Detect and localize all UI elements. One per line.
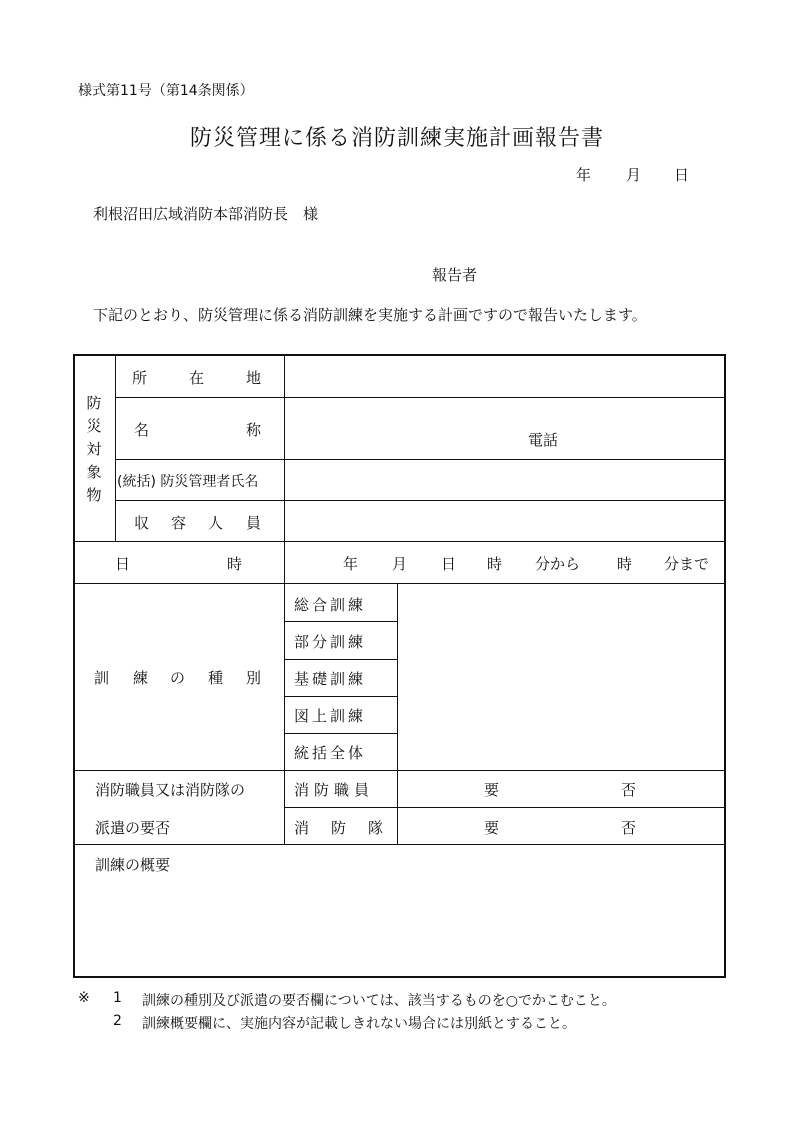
training-type-notes-field[interactable] (398, 584, 725, 770)
manager-field[interactable] (285, 460, 725, 500)
dispatch-staff-no[interactable]: 否 (621, 781, 637, 799)
row-divider (284, 659, 397, 660)
training-type-option[interactable]: 部分訓練 (294, 633, 367, 651)
datetime-hour-end: 時 (617, 555, 633, 573)
datetime-year: 年 (343, 555, 359, 573)
row-divider (284, 807, 725, 808)
dispatch-team-yes[interactable]: 要 (484, 819, 500, 837)
name-field[interactable] (285, 398, 725, 459)
datetime-hour: 時 (487, 555, 503, 573)
row-divider (74, 770, 725, 771)
recipient: 利根沼田広域消防本部消防長 様 (93, 205, 319, 223)
side-label-char: 防 (86, 394, 102, 412)
name-label-char: 名 (134, 421, 150, 439)
manager-label: (統括) 防災管理者氏名 (117, 474, 259, 490)
address-label-char: 在 (189, 369, 205, 387)
row-divider (284, 733, 397, 734)
dispatch-staff-label: 消防職員 (294, 781, 375, 799)
date-month-label: 月 (626, 166, 642, 184)
date-year-label: 年 (576, 166, 592, 184)
summary-label: 訓練の概要 (95, 856, 171, 874)
training-type-option[interactable]: 統括全体 (294, 744, 367, 762)
notes-mark: ※ (78, 990, 90, 1006)
address-label-char: 所 (132, 369, 148, 387)
side-label-char: 物 (86, 486, 102, 504)
datetime-day: 日 (441, 555, 457, 573)
dispatch-label-line2: 派遣の要否 (95, 819, 171, 837)
dispatch-team-label-char: 隊 (368, 819, 384, 837)
note-number: 2 (113, 1013, 122, 1029)
datetime-label-char: 時 (227, 555, 243, 573)
training-type-label-char: 別 (246, 669, 262, 687)
dispatch-staff-yes[interactable]: 要 (484, 781, 500, 799)
training-type-label-char: 種 (208, 669, 224, 687)
training-type-option[interactable]: 総合訓練 (294, 596, 367, 614)
datetime-minute-until: 分まで (664, 555, 710, 573)
dispatch-team-label-char: 防 (331, 819, 347, 837)
note-number: 1 (113, 990, 122, 1006)
form-number: 様式第11号（第14条関係） (78, 83, 254, 99)
capacity-field[interactable] (285, 501, 725, 541)
training-type-option[interactable]: 基礎訓練 (294, 670, 367, 688)
column-divider (115, 355, 116, 541)
row-divider (74, 541, 725, 542)
datetime-label-char: 日 (115, 555, 131, 573)
address-label-char: 地 (246, 369, 262, 387)
document-title: 防災管理に係る消防訓練実施計画報告書 (189, 126, 604, 151)
capacity-label-char: 人 (208, 514, 224, 532)
capacity-label-char: 容 (171, 514, 187, 532)
datetime-month: 月 (392, 555, 408, 573)
datetime-minute-from: 分から (535, 555, 581, 573)
address-field[interactable] (285, 356, 725, 397)
phone-label: 電話 (528, 431, 559, 449)
training-type-label-char: の (170, 669, 186, 687)
intro-text: 下記のとおり、防災管理に係る消防訓練を実施する計画ですので報告いたします。 (93, 306, 647, 324)
note-text: 訓練概要欄に、実施内容が記載しきれない場合には別紙とすること。 (142, 1016, 576, 1032)
side-label-char: 災 (86, 417, 102, 435)
side-label-char: 象 (86, 463, 102, 481)
capacity-label-char: 員 (246, 514, 262, 532)
reporter-label: 報告者 (432, 266, 478, 284)
note-text: 訓練の種別及び派遣の要否欄については、該当するものを○でかこむこと。 (142, 993, 616, 1009)
training-type-label-char: 訓 (94, 669, 110, 687)
row-divider (284, 621, 397, 622)
row-divider (284, 696, 397, 697)
capacity-label-char: 収 (134, 514, 150, 532)
date-day-label: 日 (674, 166, 690, 184)
dispatch-team-no[interactable]: 否 (621, 819, 637, 837)
row-divider (74, 844, 725, 845)
dispatch-label-line1: 消防職員又は消防隊の (95, 781, 246, 799)
side-label-char: 対 (86, 440, 102, 458)
name-label-char: 称 (246, 421, 262, 439)
summary-field[interactable] (75, 878, 724, 976)
dispatch-team-label-char: 消 (294, 819, 310, 837)
training-type-label-char: 練 (133, 669, 149, 687)
training-type-option[interactable]: 図上訓練 (294, 707, 367, 725)
